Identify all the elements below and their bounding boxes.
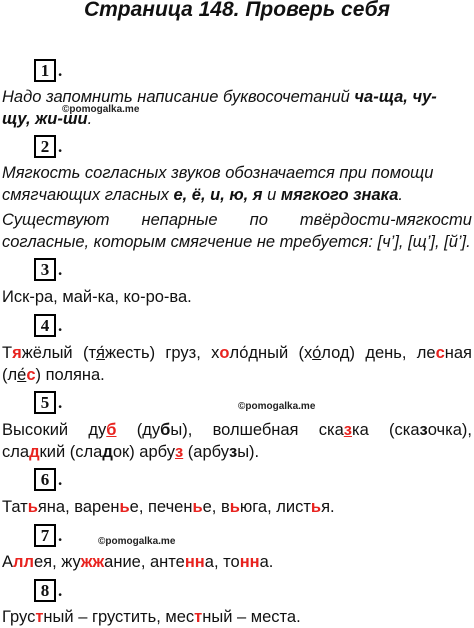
section1-bold-letters-2: щу, жи-ши <box>2 110 88 128</box>
section-number-label: 1 <box>40 61 50 80</box>
section-number-label: 3 <box>40 260 50 279</box>
section2-word: Существуют <box>2 211 110 229</box>
section2-conj: и <box>262 186 281 204</box>
section2-line1: Мягкость согласных звуков обозначается при помощи <box>2 164 434 182</box>
section2-line2 <box>2 185 403 205</box>
section5-line1 <box>2 420 472 440</box>
section2-line3 <box>2 210 472 230</box>
section5-word: Высокий <box>2 421 69 439</box>
section-number-4: 4 . <box>34 314 56 337</box>
section5-word: (сказочка), <box>389 421 472 439</box>
section-number-7: 7 . <box>34 524 56 547</box>
section-number-2: 2 . <box>34 135 56 158</box>
section2-soft-sign: мягкого знака <box>280 186 399 204</box>
watermark: ©pomogalka.me <box>98 536 176 547</box>
section2-vowels: е, ё, и, ю, я <box>173 186 263 204</box>
section-number-1: 1 . <box>34 59 56 82</box>
watermark: ©pomogalka.me <box>62 104 140 115</box>
section2-text: смягчающих гласных <box>2 186 174 204</box>
section4-word: лесная <box>416 344 472 362</box>
section6-line1: Татьяна, варенье, печенье, вьюга, листья. <box>2 498 335 516</box>
section-number-8: 8 . <box>34 579 56 602</box>
section5-word: дуб <box>88 421 117 439</box>
section-number-label: 6 <box>40 470 50 489</box>
section5-word: сказка <box>318 421 369 439</box>
section2-line4: согласные, которым смягчение не требуется: [ч’], [щ’], [й’]. <box>2 233 471 251</box>
section4-line2: (ле́с) поляна. <box>2 366 105 384</box>
section-number-label: 8 <box>40 581 50 600</box>
section1-bold-letters: ча-ща, чу- <box>354 88 437 106</box>
section5-line2: сладкий (сладок) арбуз (арбузы). <box>2 443 260 461</box>
section4-line1 <box>2 343 472 363</box>
watermark: ©pomogalka.me <box>238 401 316 412</box>
section-number-label: 5 <box>40 393 50 412</box>
section2-period: . <box>398 186 404 204</box>
section2-word: непарные <box>141 211 218 229</box>
section4-word: холо́дный <box>211 344 289 362</box>
section4-word: день, <box>365 344 407 362</box>
section-number-label: 2 <box>40 137 50 156</box>
section5-word: (дубы), <box>136 421 193 439</box>
section-number-label: 7 <box>40 526 50 545</box>
section8-line1: Грустный – грустить, местный – места. <box>2 608 301 626</box>
section-number-6: 6 . <box>34 468 56 491</box>
section-number-label: 4 <box>40 316 50 335</box>
section4-word: груз, <box>165 344 201 362</box>
section-number-5: 5 . <box>34 391 56 414</box>
section4-word: (тя́жесть) <box>82 344 156 362</box>
section1-line2 <box>2 109 92 129</box>
section2-word: твёрдости-мягкости <box>299 211 472 229</box>
page-title: Страница 148. Проверь себя <box>83 0 391 21</box>
section3-line1: Иск-ра, май-ка, ко-ро-ва. <box>2 288 192 306</box>
section1-line2-end: . <box>87 110 93 128</box>
section1-text: Надо запомнить написание буквосочетаний <box>2 88 355 106</box>
section4-word: Тяжёлый <box>2 344 73 362</box>
section4-word: (хо́лод) <box>298 344 356 362</box>
section5-word: волшебная <box>212 421 299 439</box>
section2-word: по <box>249 211 268 229</box>
section-number-3: 3 . <box>34 258 56 281</box>
section7-line1: Аллея, жужжание, антенна, тонна. <box>2 553 274 571</box>
